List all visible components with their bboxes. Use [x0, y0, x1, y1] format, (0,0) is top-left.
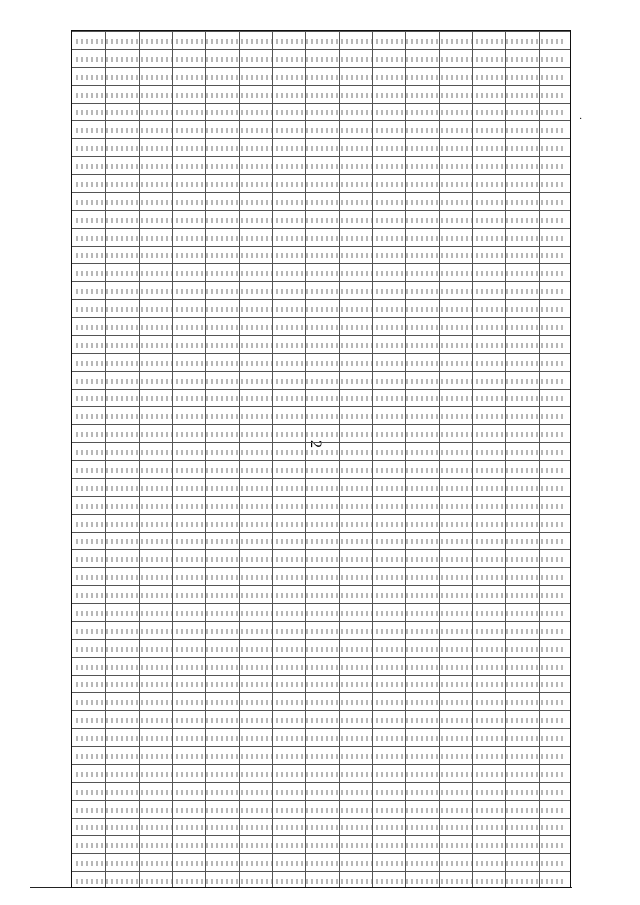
- table-row: [72, 710, 570, 729]
- table-row: [72, 782, 570, 801]
- cell-text: [76, 611, 566, 616]
- table-row: [72, 657, 570, 676]
- table-column-line: [172, 31, 173, 887]
- cell-text: [76, 629, 566, 634]
- cell-text: [76, 736, 566, 741]
- table-column-line: [439, 31, 440, 887]
- table-row: [72, 299, 570, 318]
- table-row: [72, 692, 570, 711]
- cell-text: [76, 361, 566, 366]
- table-row: [72, 263, 570, 282]
- table-row: [72, 228, 570, 247]
- table-row: [72, 800, 570, 819]
- table-column-line: [205, 31, 206, 887]
- table-row: [72, 192, 570, 211]
- page-number: 2: [307, 440, 324, 448]
- cell-text: [76, 861, 566, 866]
- table-row: [72, 210, 570, 229]
- table-column-line: [305, 31, 306, 887]
- table-column-line: [372, 31, 373, 887]
- table-row: [72, 835, 570, 854]
- table-column-line: [339, 31, 340, 887]
- table-row: [72, 567, 570, 586]
- cell-text: [76, 343, 566, 348]
- cell-text: [76, 468, 566, 473]
- table-row: [72, 174, 570, 193]
- cell-text: [76, 522, 566, 527]
- table-row: [72, 424, 570, 443]
- table-row: [72, 85, 570, 104]
- cell-text: [76, 39, 566, 44]
- cell-text: [76, 575, 566, 580]
- cell-text: [76, 200, 566, 205]
- cell-text: [76, 75, 566, 80]
- cell-text: [76, 772, 566, 777]
- cell-text: [76, 379, 566, 384]
- table-row: [72, 496, 570, 515]
- cell-text: [76, 110, 566, 115]
- table-row: [72, 371, 570, 390]
- cell-text: [76, 414, 566, 419]
- table-row: [72, 514, 570, 533]
- table-row: [72, 549, 570, 568]
- cell-text: [76, 557, 566, 562]
- table-row: [72, 478, 570, 497]
- table-column-line: [539, 31, 540, 887]
- table-row: [72, 746, 570, 765]
- cell-text: [76, 218, 566, 223]
- table-row: [72, 442, 570, 461]
- table-column-line: [472, 31, 473, 887]
- cell-text: [76, 700, 566, 705]
- cell-text: [76, 396, 566, 401]
- cell-text: [76, 718, 566, 723]
- table-row: [72, 728, 570, 747]
- cell-text: [76, 879, 566, 884]
- cell-text: [76, 289, 566, 294]
- table-row: [72, 335, 570, 354]
- budget-table-scan: [71, 30, 571, 888]
- cell-text: [76, 128, 566, 133]
- table-row: [72, 49, 570, 68]
- table-column-line: [505, 31, 506, 887]
- cell-text: [76, 432, 566, 437]
- table-row: [72, 764, 570, 783]
- table-row: [72, 31, 570, 50]
- table-row: [72, 103, 570, 122]
- cell-text: [76, 271, 566, 276]
- table-row: [72, 138, 570, 157]
- cell-text: [76, 253, 566, 258]
- cell-text: [76, 182, 566, 187]
- scan-mark: ·: [579, 114, 583, 125]
- table-row: [72, 156, 570, 175]
- table-row: [72, 639, 570, 658]
- cell-text: [76, 539, 566, 544]
- table-row: [72, 246, 570, 265]
- table-row: [72, 853, 570, 872]
- table-row: [72, 585, 570, 604]
- table-row: [72, 603, 570, 622]
- table-row: [72, 389, 570, 408]
- table-row: [72, 120, 570, 139]
- table-column-line: [272, 31, 273, 887]
- cell-text: [76, 593, 566, 598]
- table-row: [72, 871, 570, 888]
- cell-text: [76, 647, 566, 652]
- cell-text: [76, 236, 566, 241]
- cell-text: [76, 307, 566, 312]
- table-row: [72, 317, 570, 336]
- cell-text: [76, 682, 566, 687]
- table-row: [72, 532, 570, 551]
- cell-text: [76, 325, 566, 330]
- table-column-line: [139, 31, 140, 887]
- table-row: [72, 621, 570, 640]
- cell-text: [76, 57, 566, 62]
- cell-text: [76, 825, 566, 830]
- cell-text: [76, 843, 566, 848]
- table-column-line: [105, 31, 106, 887]
- cell-text: [76, 790, 566, 795]
- cell-text: [76, 450, 566, 455]
- cell-text: [76, 754, 566, 759]
- table-row: [72, 818, 570, 837]
- cell-text: [76, 504, 566, 509]
- table-row: [72, 67, 570, 86]
- cell-text: [76, 665, 566, 670]
- cell-text: [76, 808, 566, 813]
- table-column-line: [239, 31, 240, 887]
- table-row: [72, 281, 570, 300]
- cell-text: [76, 486, 566, 491]
- table-column-line: [405, 31, 406, 887]
- cell-text: [76, 164, 566, 169]
- cell-text: [76, 93, 566, 98]
- table-row: [72, 460, 570, 479]
- table-row: [72, 353, 570, 372]
- table-row: [72, 675, 570, 694]
- cell-text: [76, 146, 566, 151]
- table-row: [72, 406, 570, 425]
